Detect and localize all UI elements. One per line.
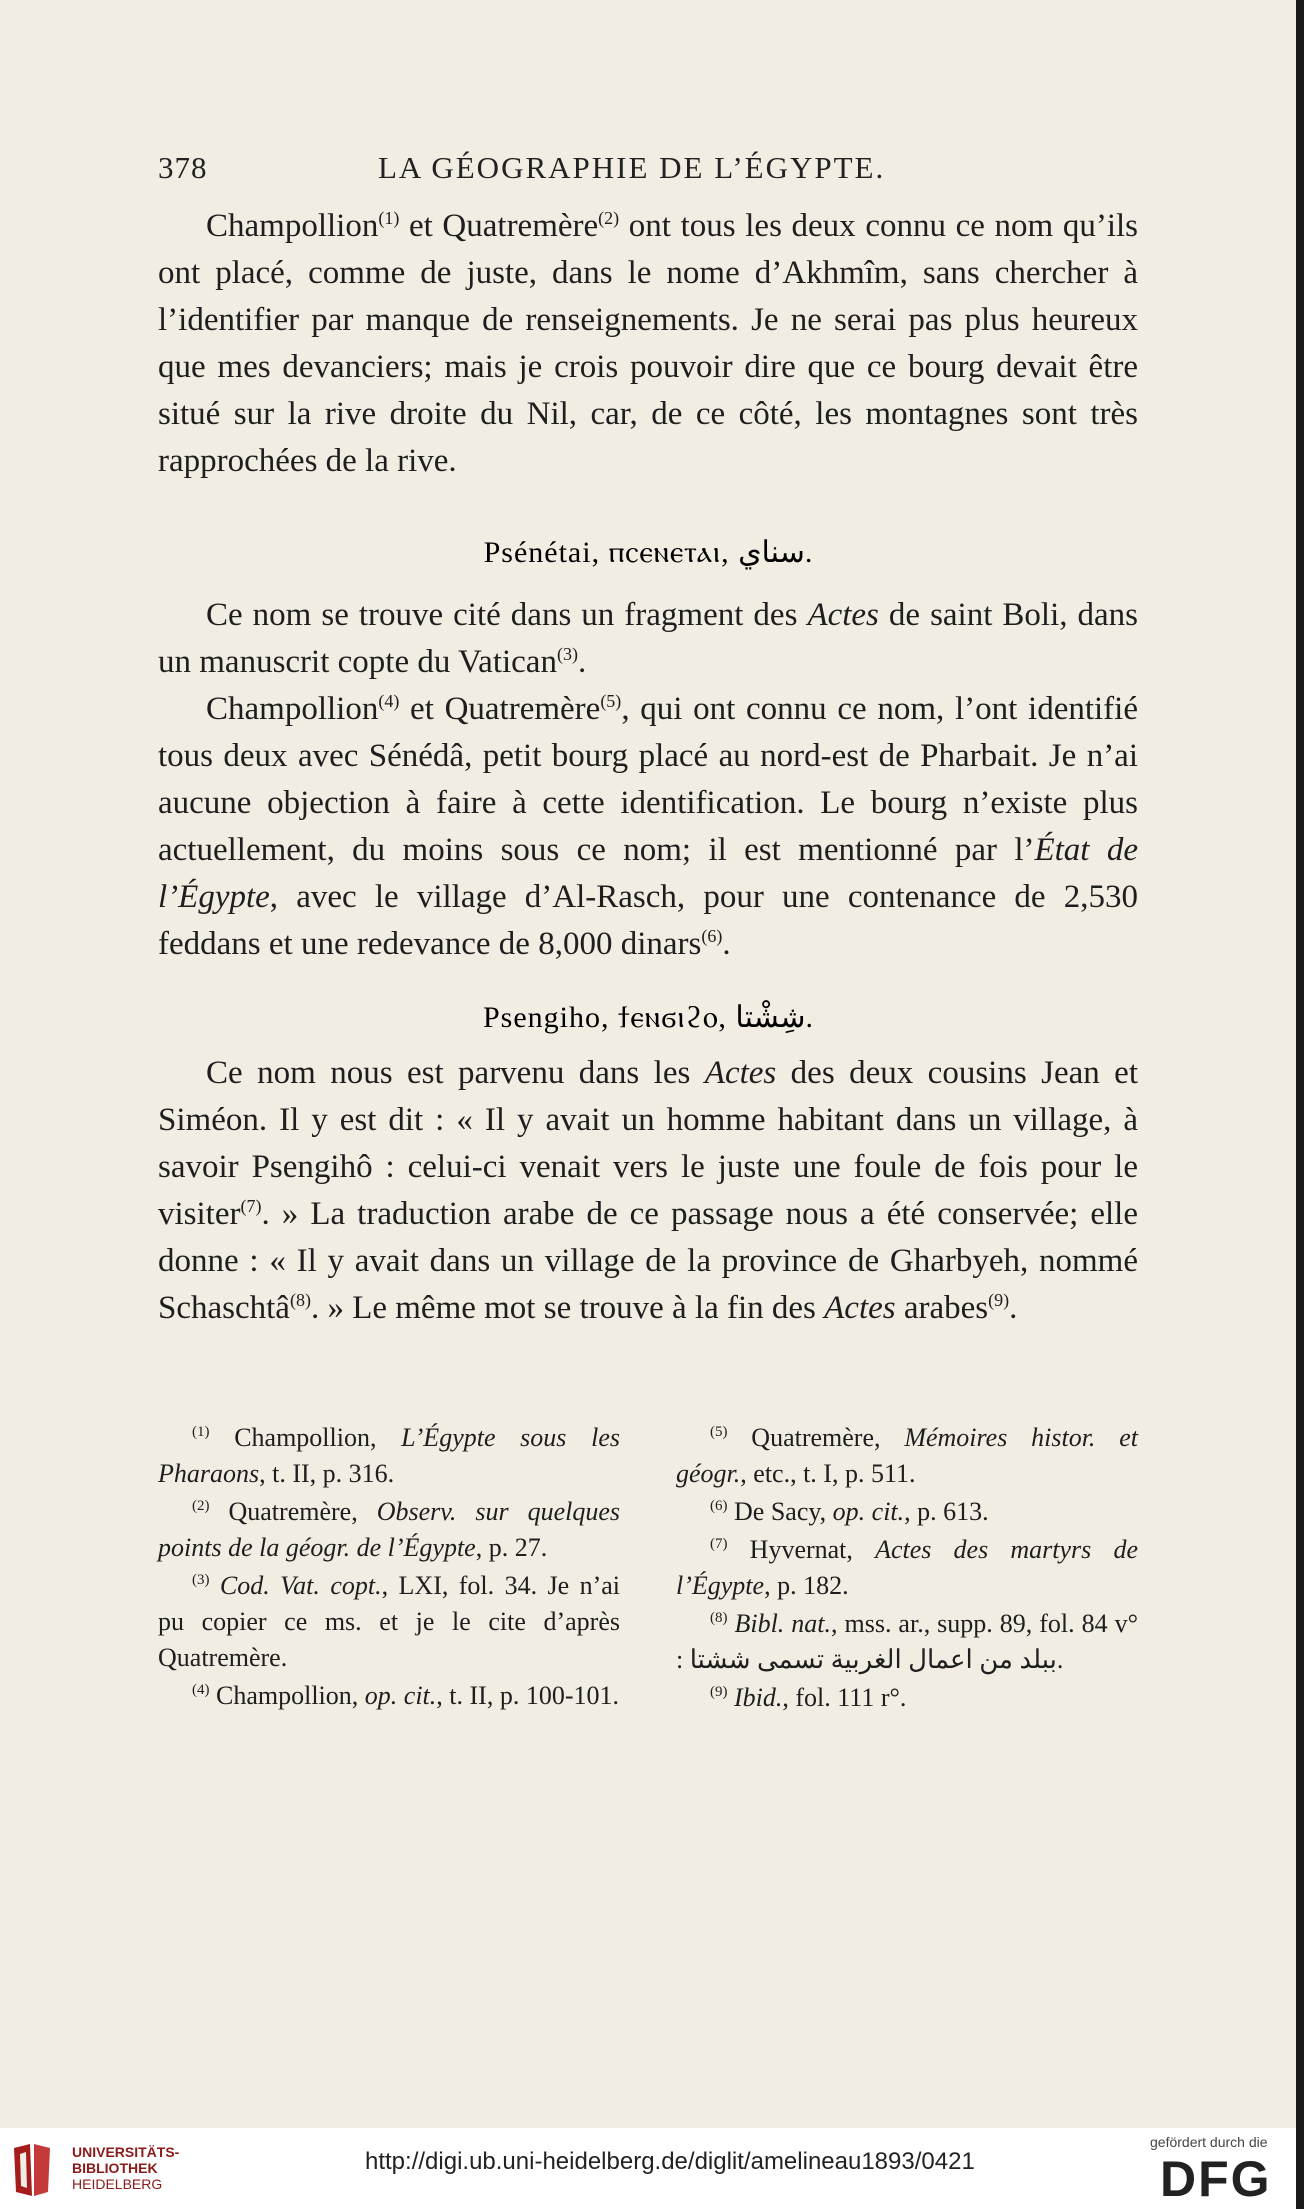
heading2-latin: Psengiho, bbox=[482, 1001, 618, 1034]
p3-italic-etat: État de l’Égypte bbox=[158, 832, 1138, 915]
fn5-b: , etc., t. I, p. 511. bbox=[740, 1459, 916, 1488]
p2-italic-actes: Actes bbox=[807, 597, 879, 633]
p3-text-e: . bbox=[722, 926, 731, 962]
paragraph-2 bbox=[158, 592, 1138, 686]
footnote-ref-3: (3) bbox=[556, 644, 578, 664]
heading2-end: . bbox=[805, 1001, 814, 1034]
fn3-num: (3) bbox=[192, 1572, 210, 1588]
fn8-num: (8) bbox=[710, 1610, 728, 1626]
fn1-num: (1) bbox=[192, 1424, 210, 1440]
p4-text-f: . bbox=[1009, 1290, 1018, 1326]
heading1-arabic: سناي bbox=[738, 536, 805, 569]
paragraph-4 bbox=[158, 1050, 1138, 1332]
fn8-b: . bbox=[1056, 1645, 1064, 1674]
p4-italic-actes-2: Actes bbox=[824, 1290, 896, 1326]
page-number: 378 bbox=[158, 150, 208, 185]
main-text-block-2 bbox=[158, 592, 1138, 968]
fn4-num: (4) bbox=[192, 1682, 210, 1698]
footnote-ref-5: (5) bbox=[600, 691, 622, 711]
p3-text-c: , qui ont connu ce nom, l’ont identifié tous deux avec Sénédâ, petit bourg placé au nord-est de Pharbait. Je n’ai aucune objection à faire à cette identification. Le bourg n’existe plus actuellement, du moins sous ce nom; il est mentionné par l’ bbox=[158, 691, 1138, 868]
main-text-block-3 bbox=[158, 1050, 1138, 1332]
footnote-ref-8: (8) bbox=[289, 1290, 311, 1310]
paragraph-3 bbox=[158, 686, 1138, 968]
fn9-it: Ibid. bbox=[727, 1683, 783, 1712]
fn8-it: Bibl. nat. bbox=[727, 1609, 832, 1638]
fn7-a: Hyvernat, bbox=[727, 1535, 876, 1564]
heading2-arabic: شِشْتا bbox=[735, 1001, 806, 1034]
p4-text-d: . » Le même mot se trouve à la fin des bbox=[310, 1290, 825, 1326]
footnote-ref-2: (2) bbox=[598, 208, 620, 228]
university-library-logo-icon bbox=[10, 2140, 64, 2200]
p3-text-a: Champollion bbox=[206, 691, 379, 727]
p2-text-c: . bbox=[577, 644, 587, 680]
p4-text-e: arabes bbox=[895, 1290, 989, 1326]
funding-caption: gefördert durch die bbox=[1150, 2134, 1268, 2150]
fn2-it: Observ. sur quelques points de la géogr. de l’Égypte bbox=[158, 1497, 620, 1562]
fn7-b: , p. 182. bbox=[764, 1571, 849, 1600]
footnote-1 bbox=[158, 1420, 620, 1492]
fn3-it: Cod. Vat. copt. bbox=[209, 1571, 382, 1600]
fn4-it: op. cit. bbox=[364, 1681, 437, 1710]
fn8-a: , mss. ar., supp. 89, fol. 84 v° : bbox=[676, 1609, 1138, 1674]
footnotes-right-column bbox=[676, 1420, 1138, 1718]
library-name-line-3: HEIDELBERG bbox=[72, 2176, 163, 2192]
fn1-it: L’Égypte sous les Pharaons bbox=[158, 1423, 620, 1488]
fn2-num: (2) bbox=[192, 1498, 210, 1514]
fn6-b: , p. 613. bbox=[904, 1497, 989, 1526]
fn5-a: Quatremère, bbox=[727, 1423, 905, 1452]
section-heading-psengiho bbox=[158, 1000, 1138, 1035]
fn7-it: Actes des martyrs de l’Égypte bbox=[676, 1535, 1138, 1600]
fn4-a: Champollion, bbox=[209, 1681, 365, 1710]
footnote-7 bbox=[676, 1532, 1138, 1604]
library-name bbox=[72, 2144, 179, 2192]
fn6-a: De Sacy, bbox=[727, 1497, 833, 1526]
paragraph-1 bbox=[158, 203, 1138, 485]
footnote-9 bbox=[676, 1680, 1138, 1716]
footnote-6 bbox=[676, 1494, 1138, 1530]
footnote-ref-7: (7) bbox=[240, 1196, 262, 1216]
p4-text-a: Ce nom nous est parvenu dans les bbox=[206, 1055, 705, 1091]
p2-text-b: de saint Boli, dans un manuscrit copte du Vatican bbox=[158, 597, 1139, 680]
heading2-sep: , bbox=[718, 1001, 736, 1034]
heading1-sep: , bbox=[721, 536, 739, 569]
heading2-coptic: ϯⲉⲛϭⲓϩⲟ bbox=[617, 1001, 719, 1034]
fn7-num: (7) bbox=[710, 1536, 728, 1552]
main-text-block-1 bbox=[158, 203, 1138, 485]
footnotes-left-column bbox=[158, 1420, 620, 1716]
p4-italic-actes: Actes bbox=[704, 1055, 777, 1091]
heading1-end: . bbox=[804, 536, 813, 569]
footnote-ref-1: (1) bbox=[378, 208, 400, 228]
p1-text-c: ont tous les deux connu ce nom qu’ils ont placé, comme de juste, dans le nome d’Akhmîm, sans chercher à l’identifier par manque de renseignements. Je ne serai pas plus heureux que mes devanciers; mais je crois pouvoir dire que ce bourg devait être situé sur la rive droite du Nil, car, de ce côté, les montagnes sont très rapprochées de la rive. bbox=[158, 208, 1138, 479]
footnote-ref-6: (6) bbox=[701, 926, 723, 946]
footnote-5 bbox=[676, 1420, 1138, 1492]
p4-text-b: des deux cousins Jean et Siméon. Il y est dit : « Il y avait un homme habitant dans un village, à savoir Psengihô : celui-ci venait vers le juste une foule de fois pour le visiter bbox=[158, 1055, 1138, 1232]
section-heading-psenetai bbox=[158, 535, 1138, 570]
footnote-8 bbox=[676, 1606, 1138, 1678]
p2-text-a: Ce nom se trouve cité dans un fragment des bbox=[206, 597, 808, 633]
dfg-logo: DFG bbox=[1160, 2151, 1272, 2207]
running-title: LA GÉOGRAPHIE DE L’ÉGYPTE. bbox=[378, 150, 886, 185]
p1-text-a: Champollion bbox=[206, 208, 379, 244]
fn9-b: , fol. 111 r°. bbox=[782, 1683, 907, 1712]
fn5-num: (5) bbox=[710, 1424, 728, 1440]
fn1-a: Champollion, bbox=[209, 1423, 402, 1452]
p3-text-b: et Quatremère bbox=[399, 691, 601, 727]
p1-text-b: et Quatremère bbox=[399, 208, 599, 244]
footnote-ref-4: (4) bbox=[378, 691, 400, 711]
footnote-ref-9: (9) bbox=[988, 1290, 1010, 1310]
fn2-a: Quatremère, bbox=[209, 1497, 377, 1526]
fn4-b: , t. II, p. 100-101. bbox=[436, 1681, 619, 1710]
fn8-arabic: ببلد من اعمال الغربية تسمى ششتا bbox=[689, 1645, 1057, 1674]
heading1-latin: Psénétai, bbox=[483, 536, 609, 569]
library-name-line-1: UNIVERSITÄTS- bbox=[72, 2144, 180, 2160]
library-name-line-2: BIBLIOTHEK bbox=[72, 2160, 158, 2176]
fn1-b: , t. II, p. 316. bbox=[259, 1459, 395, 1488]
permalink-url[interactable]: http://digi.ub.uni-heidelberg.de/diglit/amelineau1893/0421 bbox=[365, 2148, 975, 2175]
fn9-num: (9) bbox=[710, 1684, 728, 1700]
heading1-coptic: ⲡⲥⲉⲛⲉⲧⲁⲓ bbox=[608, 536, 722, 569]
footnote-4 bbox=[158, 1678, 620, 1714]
p4-text-c: . » La traduction arabe de ce passage nous a été conservée; elle donne : « Il y avait dans un village de la province de Gharbyeh, nommé Schaschtâ bbox=[158, 1196, 1138, 1326]
fn6-it: op. cit. bbox=[832, 1497, 905, 1526]
fn3-b: , LXI, fol. 34. Je n’ai pu copier ce ms. et je le cite d’après Quatremère. bbox=[158, 1571, 620, 1672]
footnote-2 bbox=[158, 1494, 620, 1566]
fn6-num: (6) bbox=[710, 1498, 728, 1514]
fn5-it: Mémoires histor. et géogr. bbox=[676, 1423, 1138, 1488]
page-edge-shadow bbox=[1296, 0, 1304, 2209]
fn2-b: , p. 27. bbox=[475, 1533, 548, 1562]
p3-text-d: , avec le village d’Al-Rasch, pour une contenance de 2,530 feddans et une redevance de 8,000 dinars bbox=[158, 879, 1138, 962]
viewer-footer bbox=[0, 2128, 1296, 2209]
footnote-3 bbox=[158, 1568, 620, 1676]
